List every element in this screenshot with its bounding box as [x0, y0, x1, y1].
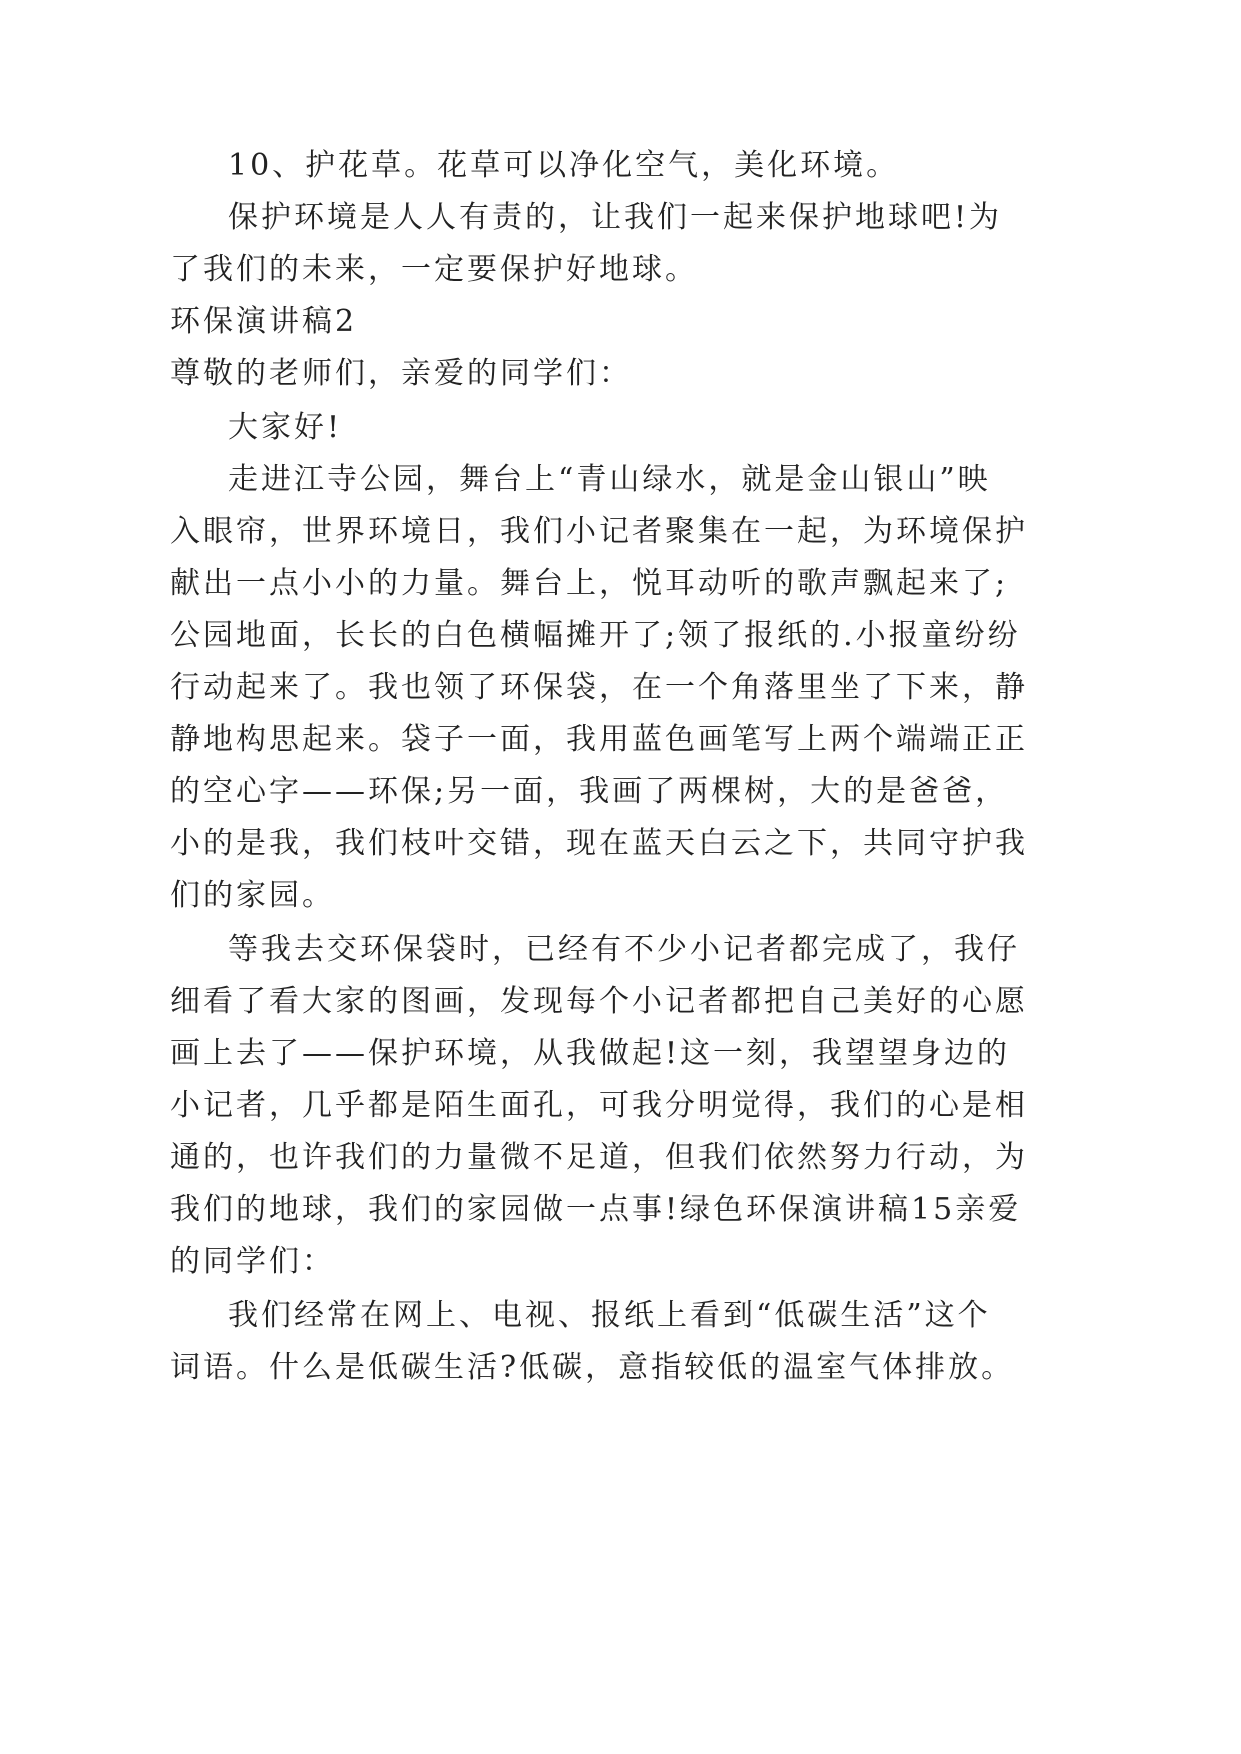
paragraph-text: 保护环境是人人有责的，让我们一起来保护地球吧!为 — [228, 200, 1003, 235]
paragraph-text: 小的是我，我们枝叶交错，现在蓝天白云之下，共同守护我 — [170, 826, 1028, 861]
paragraph-text: 献出一点小小的力量。舞台上，悦耳动听的歌声飘起来了; — [170, 566, 1009, 601]
salutation: 尊敬的老师们，亲爱的同学们： — [170, 356, 632, 391]
paragraph-text: 画上去了——保护环境，从我做起!这一刻，我望望身边的 — [170, 1036, 1011, 1071]
paragraph-text: 静地构思起来。袋子一面，我用蓝色画笔写上两个端端正正 — [170, 722, 1028, 757]
paragraph-text: 行动起来了。我也领了环保袋，在一个角落里坐了下来，静 — [170, 670, 1028, 705]
paragraph-text: 小记者，几乎都是陌生面孔，可我分明觉得，我们的心是相 — [170, 1088, 1028, 1123]
paragraph-text: 的空心字——环保;另一面，我画了两棵树，大的是爸爸， — [170, 774, 1009, 809]
paragraph-text: 细看了看大家的图画，发现每个小记者都把自己美好的心愿 — [170, 984, 1028, 1019]
paragraph-text: 词语。什么是低碳生活?低碳，意指较低的温室气体排放。 — [170, 1350, 1015, 1385]
paragraph-text: 等我去交环保袋时，已经有不少小记者都完成了，我仔 — [228, 932, 1020, 967]
greeting: 大家好! — [228, 410, 343, 445]
paragraph-text: 们的家园。 — [170, 878, 335, 913]
paragraph-text: 的同学们： — [170, 1244, 335, 1279]
paragraph-text: 走进江寺公园，舞台上“青山绿水，就是金山银山”映 — [228, 462, 991, 497]
paragraph-text: 10、护花草。花草可以净化空气，美化环境。 — [228, 148, 900, 183]
paragraph-text: 了我们的未来，一定要保护好地球。 — [170, 252, 698, 287]
section-title: 环保演讲稿2 — [170, 304, 358, 339]
paragraph-text: 入眼帘，世界环境日，我们小记者聚集在一起，为环境保护 — [170, 514, 1028, 549]
paragraph-text: 我们经常在网上、电视、报纸上看到“低碳生活”这个 — [228, 1298, 991, 1333]
paragraph-text: 公园地面，长长的白色横幅摊开了;领了报纸的.小报童纷纷 — [170, 618, 1021, 653]
paragraph-text: 我们的地球，我们的家园做一点事!绿色环保演讲稿15亲爱 — [170, 1192, 1022, 1227]
paragraph-text: 通的，也许我们的力量微不足道，但我们依然努力行动，为 — [170, 1140, 1028, 1175]
